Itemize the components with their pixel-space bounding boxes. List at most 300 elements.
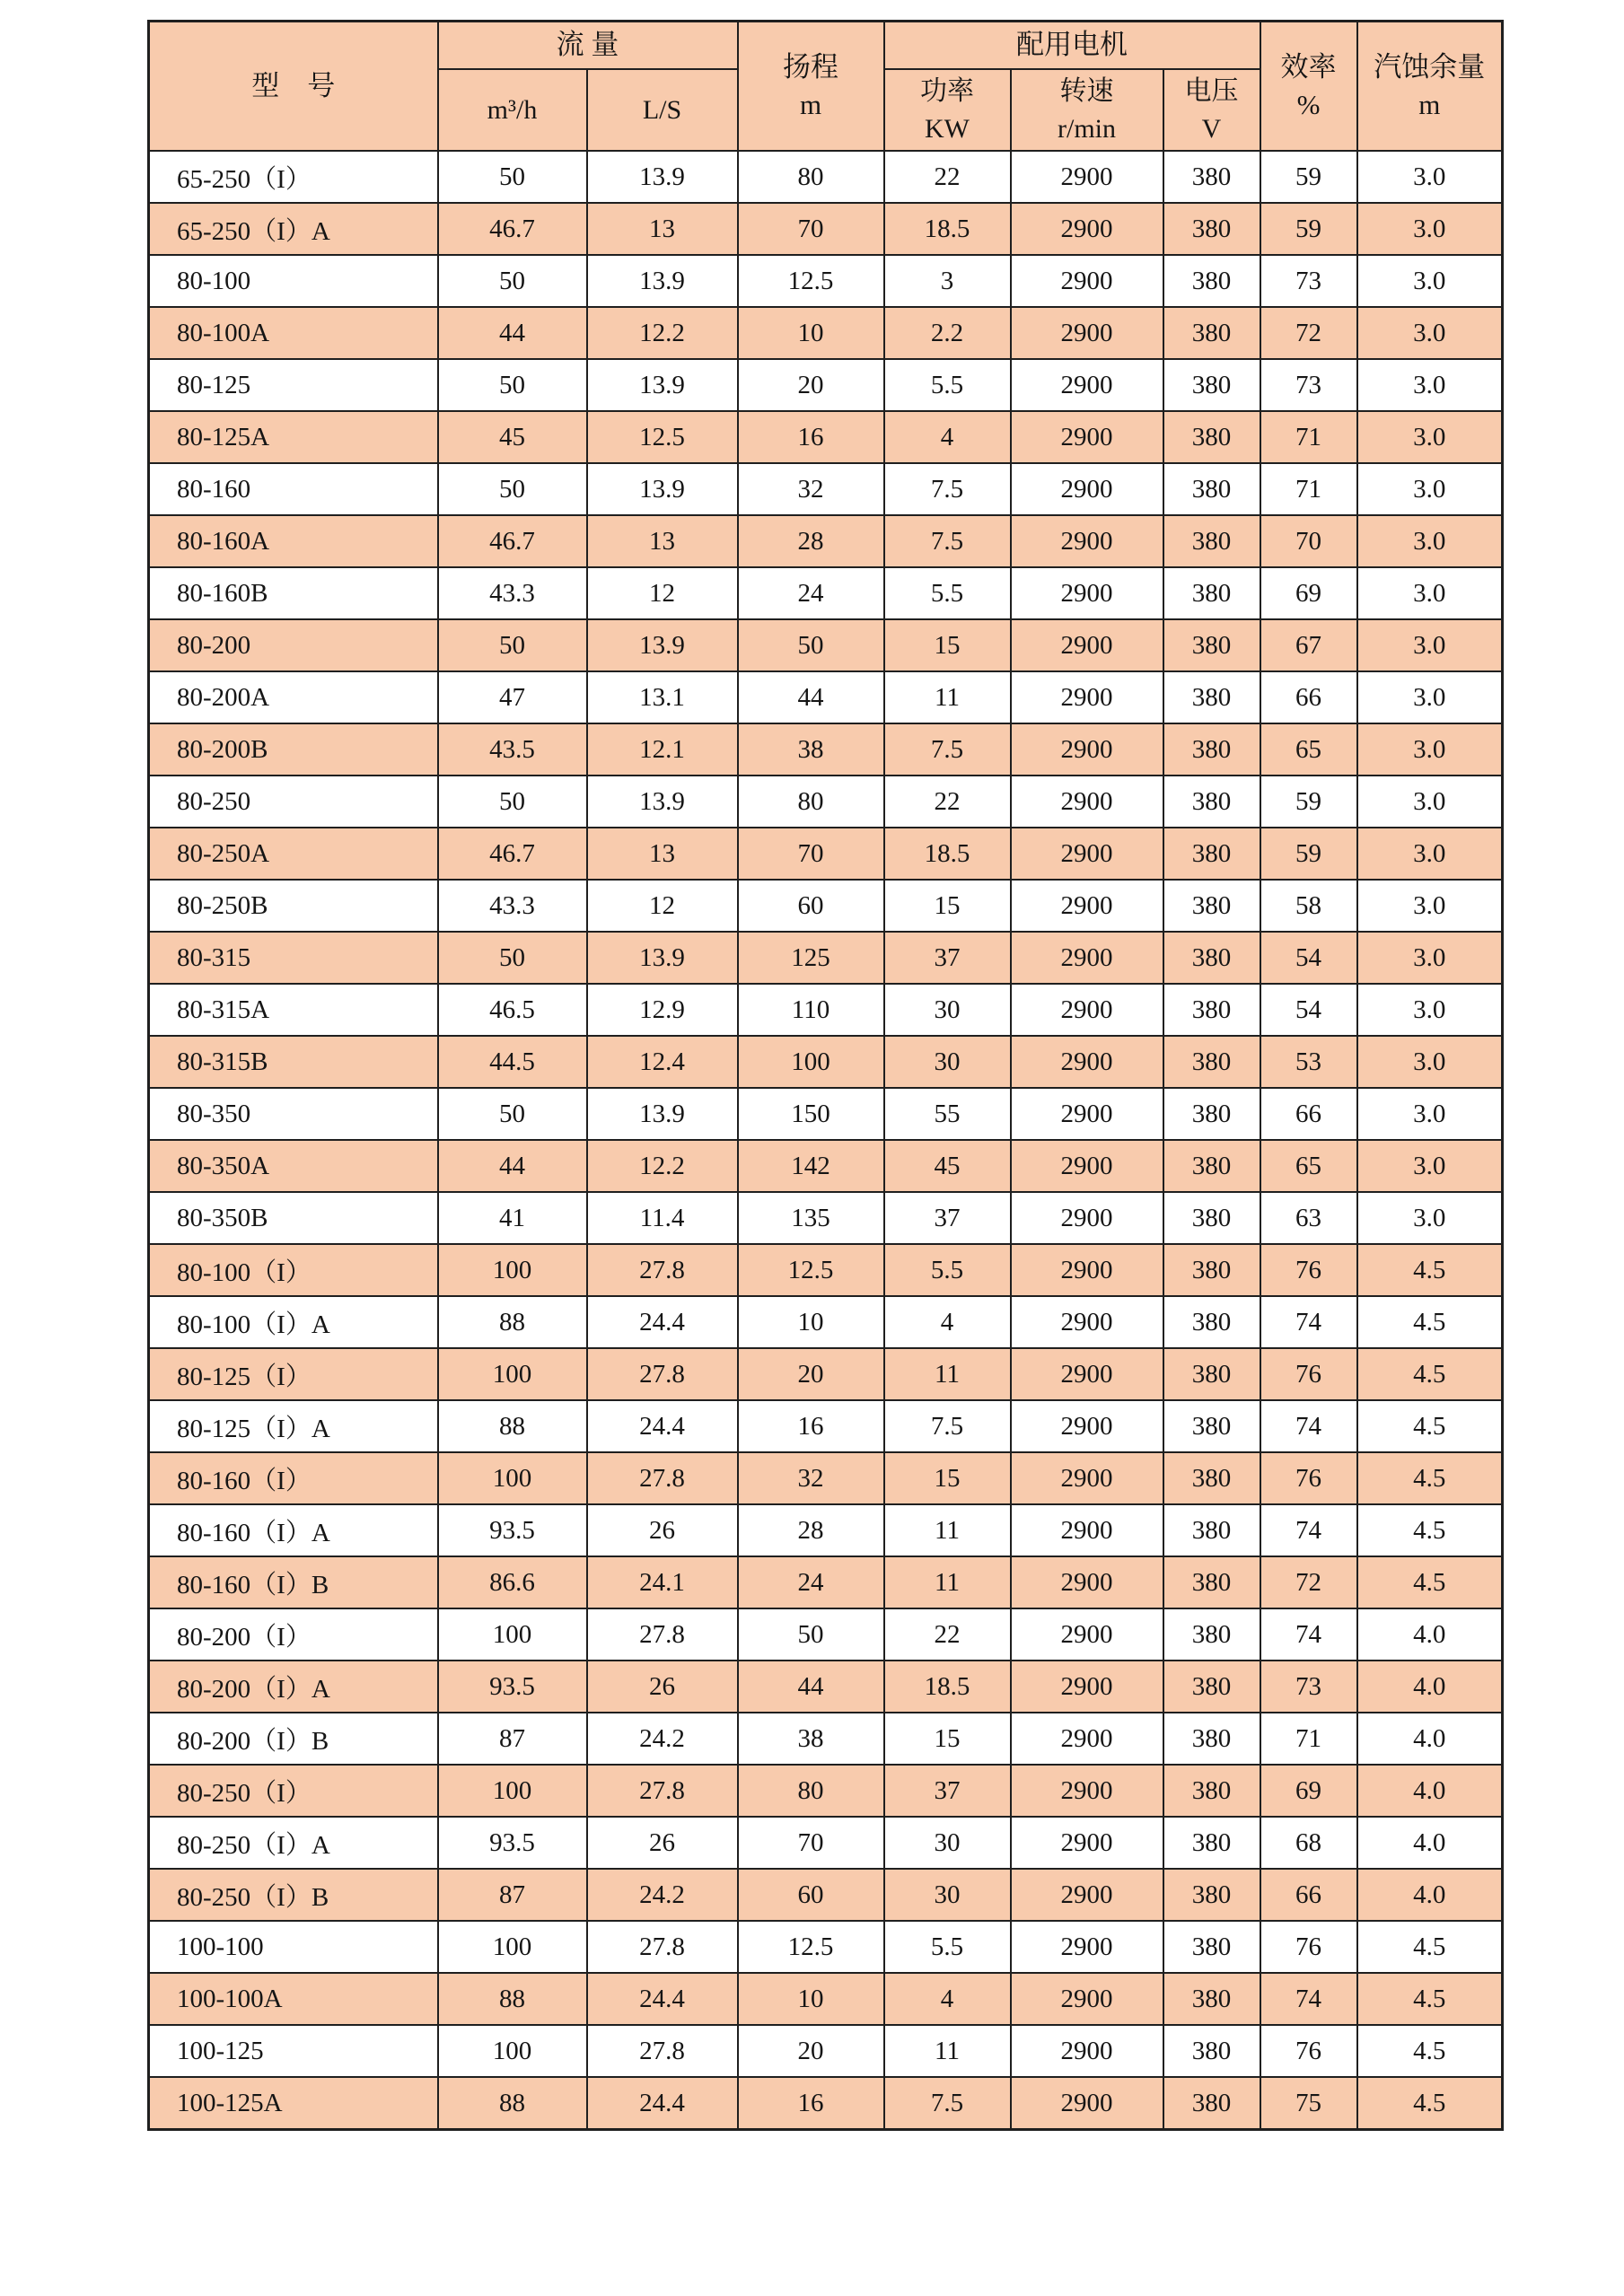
value-cell: 50 — [438, 255, 587, 307]
value-cell: 380 — [1163, 1869, 1260, 1921]
value-cell: 380 — [1163, 411, 1260, 463]
value-cell: 11 — [884, 1348, 1011, 1400]
value-cell: 45 — [884, 1140, 1011, 1192]
value-cell: 88 — [438, 1296, 587, 1348]
model-cell: 80-250（I）A — [149, 1817, 438, 1869]
value-cell: 66 — [1260, 671, 1357, 723]
value-cell: 41 — [438, 1192, 587, 1244]
value-cell: 2900 — [1011, 1817, 1163, 1869]
model-cell: 80-100（I）A — [149, 1296, 438, 1348]
table-row — [149, 411, 1503, 463]
model-cell: 80-315A — [149, 984, 438, 1036]
value-cell: 7.5 — [884, 723, 1011, 776]
value-cell: 2900 — [1011, 1400, 1163, 1452]
value-cell: 28 — [738, 515, 884, 567]
table-row — [149, 1661, 1503, 1713]
header-voltage-label: 电压 — [1184, 75, 1239, 106]
value-cell: 380 — [1163, 1088, 1260, 1140]
value-cell: 2900 — [1011, 1765, 1163, 1817]
value-cell: 4.0 — [1357, 1661, 1503, 1713]
value-cell: 380 — [1163, 1400, 1260, 1452]
value-cell: 380 — [1163, 307, 1260, 359]
value-cell: 26 — [587, 1661, 738, 1713]
value-cell: 37 — [884, 1192, 1011, 1244]
header-speed — [1011, 69, 1163, 151]
model-cell: 80-160（I）A — [149, 1504, 438, 1556]
value-cell: 76 — [1260, 1452, 1357, 1504]
value-cell: 76 — [1260, 1244, 1357, 1296]
value-cell: 4 — [884, 411, 1011, 463]
value-cell: 2900 — [1011, 255, 1163, 307]
value-cell: 100 — [438, 1348, 587, 1400]
value-cell: 4 — [884, 1973, 1011, 2025]
value-cell: 2900 — [1011, 1192, 1163, 1244]
value-cell: 380 — [1163, 1973, 1260, 2025]
value-cell: 3.0 — [1357, 671, 1503, 723]
value-cell: 30 — [884, 1036, 1011, 1088]
header-power-label: 功率 — [920, 75, 974, 106]
value-cell: 74 — [1260, 1504, 1357, 1556]
value-cell: 13.9 — [587, 619, 738, 671]
value-cell: 380 — [1163, 151, 1260, 203]
value-cell: 2900 — [1011, 1608, 1163, 1661]
header-npsh-label: 汽蚀余量 — [1374, 51, 1486, 83]
value-cell: 76 — [1260, 1348, 1357, 1400]
value-cell: 7.5 — [884, 2077, 1011, 2130]
value-cell: 20 — [738, 2025, 884, 2077]
value-cell: 12.2 — [587, 307, 738, 359]
model-cell: 80-160（I）B — [149, 1556, 438, 1608]
value-cell: 100 — [438, 2025, 587, 2077]
value-cell: 65 — [1260, 1140, 1357, 1192]
value-cell: 380 — [1163, 984, 1260, 1036]
value-cell: 4.0 — [1357, 1817, 1503, 1869]
value-cell: 44 — [738, 671, 884, 723]
value-cell: 7.5 — [884, 515, 1011, 567]
table-row — [149, 1817, 1503, 1869]
model-cell: 100-125 — [149, 2025, 438, 2077]
model-cell: 80-315B — [149, 1036, 438, 1088]
value-cell: 4.0 — [1357, 1869, 1503, 1921]
value-cell: 2900 — [1011, 619, 1163, 671]
value-cell: 380 — [1163, 1348, 1260, 1400]
table-row — [149, 1973, 1503, 2025]
value-cell: 46.7 — [438, 203, 587, 255]
table-row — [149, 1869, 1503, 1921]
value-cell: 30 — [884, 1869, 1011, 1921]
value-cell: 59 — [1260, 203, 1357, 255]
model-cell: 80-250（I） — [149, 1765, 438, 1817]
value-cell: 44 — [438, 1140, 587, 1192]
table-row — [149, 1921, 1503, 1973]
value-cell: 2900 — [1011, 1921, 1163, 1973]
value-cell: 73 — [1260, 255, 1357, 307]
value-cell: 3.0 — [1357, 255, 1503, 307]
value-cell: 2.2 — [884, 307, 1011, 359]
value-cell: 3.0 — [1357, 776, 1503, 828]
value-cell: 70 — [1260, 515, 1357, 567]
value-cell: 3.0 — [1357, 567, 1503, 619]
model-cell: 80-250A — [149, 828, 438, 880]
value-cell: 3.0 — [1357, 151, 1503, 203]
value-cell: 20 — [738, 359, 884, 411]
table-row — [149, 1713, 1503, 1765]
value-cell: 380 — [1163, 671, 1260, 723]
table-row — [149, 932, 1503, 984]
value-cell: 44 — [738, 1661, 884, 1713]
value-cell: 7.5 — [884, 463, 1011, 515]
table-row — [149, 1088, 1503, 1140]
header-voltage — [1163, 69, 1260, 151]
value-cell: 16 — [738, 2077, 884, 2130]
value-cell: 47 — [438, 671, 587, 723]
value-cell: 380 — [1163, 1765, 1260, 1817]
value-cell: 3.0 — [1357, 984, 1503, 1036]
value-cell: 32 — [738, 463, 884, 515]
value-cell: 2900 — [1011, 828, 1163, 880]
header-group-row — [149, 22, 1503, 70]
value-cell: 13.9 — [587, 151, 738, 203]
table-row — [149, 1556, 1503, 1608]
value-cell: 27.8 — [587, 2025, 738, 2077]
value-cell: 59 — [1260, 151, 1357, 203]
value-cell: 150 — [738, 1088, 884, 1140]
value-cell: 24.2 — [587, 1869, 738, 1921]
table-row — [149, 880, 1503, 932]
value-cell: 76 — [1260, 2025, 1357, 2077]
value-cell: 3.0 — [1357, 515, 1503, 567]
table-row — [149, 1504, 1503, 1556]
value-cell: 3.0 — [1357, 1036, 1503, 1088]
table-row — [149, 1192, 1503, 1244]
value-cell: 13.9 — [587, 932, 738, 984]
value-cell: 2900 — [1011, 1452, 1163, 1504]
value-cell: 16 — [738, 411, 884, 463]
value-cell: 43.3 — [438, 880, 587, 932]
value-cell: 380 — [1163, 2025, 1260, 2077]
value-cell: 2900 — [1011, 1296, 1163, 1348]
header-flow-group: 流 量 — [438, 22, 738, 70]
table-row — [149, 515, 1503, 567]
value-cell: 74 — [1260, 1608, 1357, 1661]
value-cell: 76 — [1260, 1921, 1357, 1973]
value-cell: 45 — [438, 411, 587, 463]
table-row — [149, 255, 1503, 307]
value-cell: 66 — [1260, 1088, 1357, 1140]
model-cell: 80-200A — [149, 671, 438, 723]
value-cell: 142 — [738, 1140, 884, 1192]
value-cell: 380 — [1163, 1661, 1260, 1713]
table-row — [149, 2025, 1503, 2077]
value-cell: 15 — [884, 880, 1011, 932]
model-cell: 80-125（I）A — [149, 1400, 438, 1452]
table-row — [149, 463, 1503, 515]
model-cell: 80-160（I） — [149, 1452, 438, 1504]
value-cell: 43.5 — [438, 723, 587, 776]
value-cell: 2900 — [1011, 2025, 1163, 2077]
value-cell: 44.5 — [438, 1036, 587, 1088]
table-row — [149, 1765, 1503, 1817]
value-cell: 54 — [1260, 984, 1357, 1036]
value-cell: 24.1 — [587, 1556, 738, 1608]
value-cell: 380 — [1163, 1140, 1260, 1192]
value-cell: 4.5 — [1357, 2025, 1503, 2077]
model-cell: 65-250（I） — [149, 151, 438, 203]
header-flow-m3h: m³/h — [438, 69, 587, 151]
header-npsh-unit: m — [1418, 89, 1441, 120]
header-head-unit: m — [799, 89, 822, 120]
value-cell: 3.0 — [1357, 828, 1503, 880]
value-cell: 71 — [1260, 1713, 1357, 1765]
value-cell: 46.7 — [438, 515, 587, 567]
value-cell: 4.5 — [1357, 1296, 1503, 1348]
value-cell: 74 — [1260, 1400, 1357, 1452]
value-cell: 93.5 — [438, 1661, 587, 1713]
value-cell: 60 — [738, 880, 884, 932]
model-cell: 80-100A — [149, 307, 438, 359]
header-efficiency-unit: % — [1296, 89, 1321, 120]
value-cell: 10 — [738, 1296, 884, 1348]
value-cell: 2900 — [1011, 1973, 1163, 2025]
table-row — [149, 1296, 1503, 1348]
value-cell: 12 — [587, 567, 738, 619]
value-cell: 24.4 — [587, 1400, 738, 1452]
value-cell: 22 — [884, 1608, 1011, 1661]
model-cell: 80-100（I） — [149, 1244, 438, 1296]
table-row — [149, 671, 1503, 723]
table-row — [149, 828, 1503, 880]
value-cell: 50 — [438, 463, 587, 515]
value-cell: 7.5 — [884, 1400, 1011, 1452]
value-cell: 88 — [438, 2077, 587, 2130]
header-npsh — [1357, 22, 1503, 152]
value-cell: 4.5 — [1357, 2077, 1503, 2130]
value-cell: 12.9 — [587, 984, 738, 1036]
value-cell: 380 — [1163, 1036, 1260, 1088]
value-cell: 16 — [738, 1400, 884, 1452]
value-cell: 380 — [1163, 932, 1260, 984]
value-cell: 2900 — [1011, 463, 1163, 515]
value-cell: 2900 — [1011, 1036, 1163, 1088]
model-cell: 80-200（I）B — [149, 1713, 438, 1765]
model-cell: 100-100A — [149, 1973, 438, 2025]
value-cell: 2900 — [1011, 567, 1163, 619]
value-cell: 88 — [438, 1973, 587, 2025]
model-cell: 80-125（I） — [149, 1348, 438, 1400]
value-cell: 380 — [1163, 567, 1260, 619]
value-cell: 12.2 — [587, 1140, 738, 1192]
table-row — [149, 1140, 1503, 1192]
value-cell: 72 — [1260, 1556, 1357, 1608]
model-cell: 80-125A — [149, 411, 438, 463]
value-cell: 69 — [1260, 1765, 1357, 1817]
model-cell: 80-250（I）B — [149, 1869, 438, 1921]
value-cell: 11.4 — [587, 1192, 738, 1244]
value-cell: 100 — [438, 1452, 587, 1504]
value-cell: 74 — [1260, 1296, 1357, 1348]
value-cell: 37 — [884, 932, 1011, 984]
value-cell: 13 — [587, 515, 738, 567]
value-cell: 65 — [1260, 723, 1357, 776]
value-cell: 60 — [738, 1869, 884, 1921]
header-efficiency-label: 效率 — [1280, 51, 1337, 83]
value-cell: 50 — [438, 619, 587, 671]
value-cell: 11 — [884, 2025, 1011, 2077]
value-cell: 69 — [1260, 567, 1357, 619]
value-cell: 12.5 — [587, 411, 738, 463]
value-cell: 4.0 — [1357, 1713, 1503, 1765]
value-cell: 2900 — [1011, 515, 1163, 567]
table-body — [149, 151, 1503, 2130]
value-cell: 4.5 — [1357, 1556, 1503, 1608]
table-row — [149, 567, 1503, 619]
value-cell: 13.9 — [587, 463, 738, 515]
value-cell: 87 — [438, 1713, 587, 1765]
value-cell: 4.5 — [1357, 1244, 1503, 1296]
value-cell: 3.0 — [1357, 307, 1503, 359]
value-cell: 2900 — [1011, 307, 1163, 359]
value-cell: 66 — [1260, 1869, 1357, 1921]
value-cell: 5.5 — [884, 1921, 1011, 1973]
model-cell: 100-125A — [149, 2077, 438, 2130]
value-cell: 13.1 — [587, 671, 738, 723]
value-cell: 2900 — [1011, 1348, 1163, 1400]
table-row — [149, 1400, 1503, 1452]
table-row — [149, 1452, 1503, 1504]
value-cell: 110 — [738, 984, 884, 1036]
value-cell: 380 — [1163, 255, 1260, 307]
value-cell: 3 — [884, 255, 1011, 307]
table-header — [149, 22, 1503, 152]
value-cell: 30 — [884, 1817, 1011, 1869]
model-cell: 80-160 — [149, 463, 438, 515]
value-cell: 380 — [1163, 1504, 1260, 1556]
value-cell: 37 — [884, 1765, 1011, 1817]
value-cell: 50 — [438, 932, 587, 984]
value-cell: 50 — [738, 1608, 884, 1661]
value-cell: 4.5 — [1357, 1921, 1503, 1973]
value-cell: 26 — [587, 1504, 738, 1556]
value-cell: 3.0 — [1357, 411, 1503, 463]
table-row — [149, 984, 1503, 1036]
value-cell: 12.5 — [738, 255, 884, 307]
value-cell: 2900 — [1011, 1140, 1163, 1192]
model-cell: 80-200（I） — [149, 1608, 438, 1661]
value-cell: 80 — [738, 1765, 884, 1817]
value-cell: 3.0 — [1357, 723, 1503, 776]
pump-spec-table — [147, 20, 1504, 2131]
value-cell: 24.4 — [587, 1973, 738, 2025]
table-row — [149, 1244, 1503, 1296]
table-row — [149, 307, 1503, 359]
value-cell: 63 — [1260, 1192, 1357, 1244]
value-cell: 2900 — [1011, 2077, 1163, 2130]
value-cell: 3.0 — [1357, 1088, 1503, 1140]
value-cell: 43.3 — [438, 567, 587, 619]
value-cell: 73 — [1260, 359, 1357, 411]
table-row — [149, 619, 1503, 671]
value-cell: 30 — [884, 984, 1011, 1036]
value-cell: 80 — [738, 776, 884, 828]
value-cell: 75 — [1260, 2077, 1357, 2130]
value-cell: 380 — [1163, 2077, 1260, 2130]
header-efficiency — [1260, 22, 1357, 152]
value-cell: 380 — [1163, 1921, 1260, 1973]
value-cell: 12.1 — [587, 723, 738, 776]
value-cell: 2900 — [1011, 1088, 1163, 1140]
value-cell: 67 — [1260, 619, 1357, 671]
value-cell: 12 — [587, 880, 738, 932]
header-speed-label: 转速 — [1059, 75, 1114, 106]
value-cell: 2900 — [1011, 776, 1163, 828]
value-cell: 4.0 — [1357, 1765, 1503, 1817]
value-cell: 74 — [1260, 1973, 1357, 2025]
value-cell: 2900 — [1011, 359, 1163, 411]
value-cell: 4.5 — [1357, 1504, 1503, 1556]
value-cell: 3.0 — [1357, 359, 1503, 411]
value-cell: 59 — [1260, 828, 1357, 880]
value-cell: 3.0 — [1357, 463, 1503, 515]
value-cell: 2900 — [1011, 984, 1163, 1036]
model-cell: 80-100 — [149, 255, 438, 307]
value-cell: 72 — [1260, 307, 1357, 359]
value-cell: 18.5 — [884, 203, 1011, 255]
value-cell: 50 — [738, 619, 884, 671]
value-cell: 380 — [1163, 515, 1260, 567]
value-cell: 3.0 — [1357, 203, 1503, 255]
value-cell: 380 — [1163, 880, 1260, 932]
header-speed-unit: r/min — [1058, 113, 1116, 144]
value-cell: 380 — [1163, 1192, 1260, 1244]
value-cell: 93.5 — [438, 1817, 587, 1869]
value-cell: 380 — [1163, 1296, 1260, 1348]
value-cell: 380 — [1163, 359, 1260, 411]
value-cell: 15 — [884, 1713, 1011, 1765]
value-cell: 93.5 — [438, 1504, 587, 1556]
value-cell: 88 — [438, 1400, 587, 1452]
value-cell: 68 — [1260, 1817, 1357, 1869]
model-cell: 80-250 — [149, 776, 438, 828]
value-cell: 2900 — [1011, 1869, 1163, 1921]
table-row — [149, 359, 1503, 411]
value-cell: 27.8 — [587, 1244, 738, 1296]
value-cell: 22 — [884, 151, 1011, 203]
value-cell: 71 — [1260, 411, 1357, 463]
table-row — [149, 1348, 1503, 1400]
value-cell: 125 — [738, 932, 884, 984]
model-cell: 80-200（I）A — [149, 1661, 438, 1713]
value-cell: 38 — [738, 1713, 884, 1765]
value-cell: 380 — [1163, 463, 1260, 515]
table-row — [149, 151, 1503, 203]
value-cell: 3.0 — [1357, 1140, 1503, 1192]
value-cell: 26 — [587, 1817, 738, 1869]
value-cell: 70 — [738, 203, 884, 255]
table-row — [149, 1036, 1503, 1088]
value-cell: 380 — [1163, 1713, 1260, 1765]
value-cell: 27.8 — [587, 1452, 738, 1504]
table-row — [149, 723, 1503, 776]
value-cell: 13.9 — [587, 359, 738, 411]
value-cell: 2900 — [1011, 723, 1163, 776]
model-cell: 80-160B — [149, 567, 438, 619]
value-cell: 87 — [438, 1869, 587, 1921]
value-cell: 4.5 — [1357, 1973, 1503, 2025]
header-voltage-unit: V — [1201, 113, 1222, 144]
table-row — [149, 2077, 1503, 2130]
value-cell: 380 — [1163, 1452, 1260, 1504]
value-cell: 44 — [438, 307, 587, 359]
